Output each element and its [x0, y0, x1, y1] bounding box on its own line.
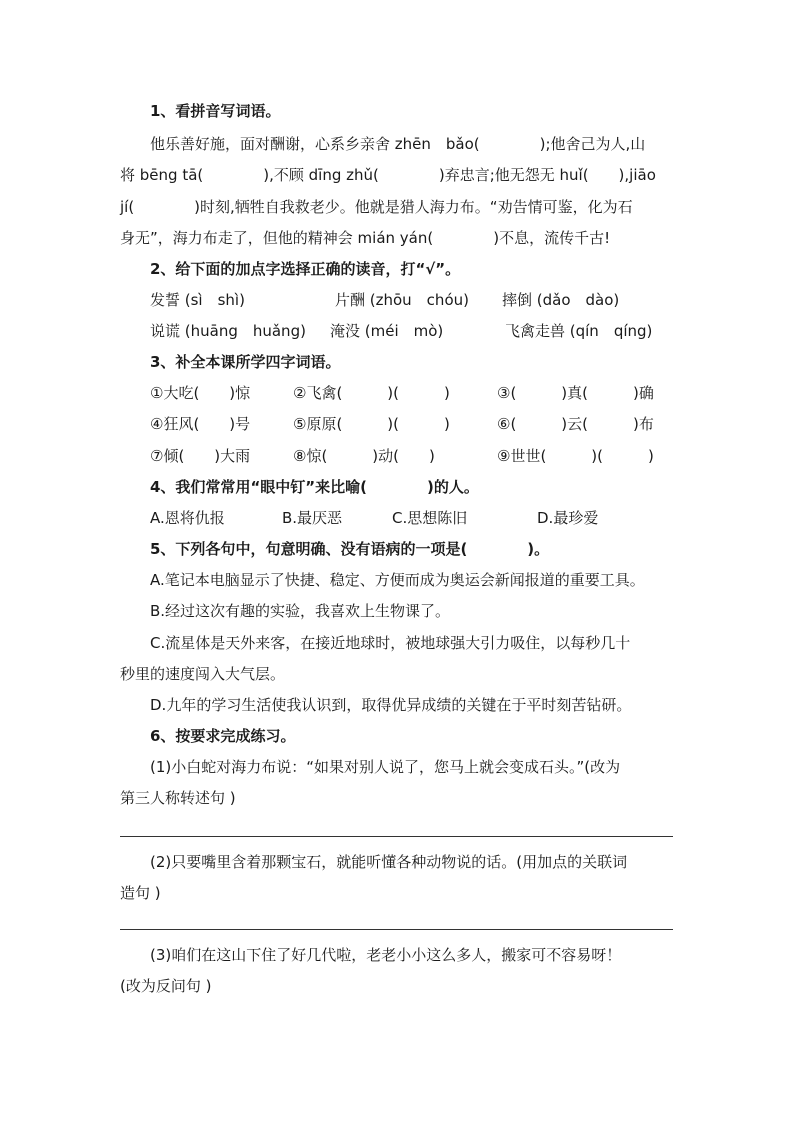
q5-option-d: D.九年的学习生活使我认识到，取得优异成绩的关键在于平时刻苦钻研。	[150, 696, 632, 714]
q2-item-2: 片酬 (zhōu chóu)	[335, 291, 469, 309]
q5-option-a: A.笔记本电脑显示了快捷、稳定、方便而成为奥运会新闻报道的重要工具。	[150, 571, 645, 589]
q5-option-b: B.经过这次有趣的实验，我喜欢上生物课了。	[150, 602, 451, 620]
q2-item-5: 淹没 (méi mò)	[330, 322, 444, 340]
q1-title: 1、看拼音写词语。	[150, 102, 281, 120]
q4-option-b: B.最厌恶	[282, 509, 343, 527]
q1-line-4: 身无”，海力布走了，但他的精神会 mián yán( )不息，流传千古!	[120, 229, 611, 247]
q4-option-a: A.恩将仇报	[150, 509, 225, 527]
q1-line-2: 将 bēng tā( ),不顾 dīng zhǔ( )弃忠言;他无怨无 huǐ( ),jiāo	[120, 166, 656, 184]
q3-item-4: ④狂风( )号	[150, 415, 251, 433]
q3-item-5: ⑤原原( )( )	[293, 415, 450, 433]
q6-sub3-line-1: (3)咱们在这山下住了好几代啦，老老小小这么多人，搬家可不容易呀！	[150, 946, 622, 964]
q4-option-c: C.思想陈旧	[392, 509, 468, 527]
q3-item-7: ⑦倾( )大雨	[150, 447, 251, 465]
q5-title: 5、下列各句中，句意明确、没有语病的一项是( )。	[150, 540, 550, 558]
q3-item-2: ②飞禽( )( )	[293, 384, 450, 402]
q3-item-3: ③( )真( )确	[497, 384, 654, 402]
q6-sub3-line-2: (改为反问句 )	[120, 977, 212, 995]
q6-sub2-line-2: 造句 )	[120, 884, 161, 902]
q6-sub2-line-1: (2)只要嘴里含着那颗宝石，就能听懂各种动物说的话。(用加点的关联词	[150, 853, 628, 871]
q1-line-3: jí( )时刻,牺牲自我救老少。他就是猎人海力布。“劝告情可鉴，化为石	[120, 198, 633, 216]
answer-line-2	[120, 929, 673, 930]
q4-title: 4、我们常常用“眼中钉”来比喻( )的人。	[150, 478, 479, 496]
q2-item-1: 发誓 (sì shì)	[150, 291, 245, 309]
q6-title: 6、按要求完成练习。	[150, 727, 296, 745]
q5-option-c-line-2: 秒里的速度闯入大气层。	[120, 665, 286, 683]
q5-option-c-line-1: C.流星体是天外来客，在接近地球时，被地球强大引力吸住，以每秒几十	[150, 634, 631, 652]
q4-option-d: D.最珍爱	[537, 509, 599, 527]
q2-item-6: 飞禽走兽 (qín qíng)	[505, 322, 653, 340]
q3-title: 3、补全本课所学四字词语。	[150, 353, 341, 371]
q3-item-9: ⑨世世( )( )	[497, 447, 654, 465]
q3-item-8: ⑧惊( )动( )	[293, 447, 435, 465]
q2-title: 2、给下面的加点字选择正确的读音，打“√”。	[150, 260, 461, 278]
q2-item-3: 摔倒 (dǎo dào)	[502, 291, 620, 309]
q1-line-1: 他乐善好施，面对酬谢，心系乡亲舍 zhēn bǎo( );他舍己为人,山	[150, 135, 646, 153]
q6-sub1-line-1: (1)小白蛇对海力布说：“如果对别人说了，您马上就会变成石头。”(改为	[150, 758, 621, 776]
q3-item-6: ⑥( )云( )布	[497, 415, 654, 433]
q2-item-4: 说谎 (huāng huǎng)	[150, 322, 306, 340]
q3-item-1: ①大吃( )惊	[150, 384, 251, 402]
answer-line-1	[120, 836, 673, 837]
q6-sub1-line-2: 第三人称转述句 )	[120, 789, 236, 807]
